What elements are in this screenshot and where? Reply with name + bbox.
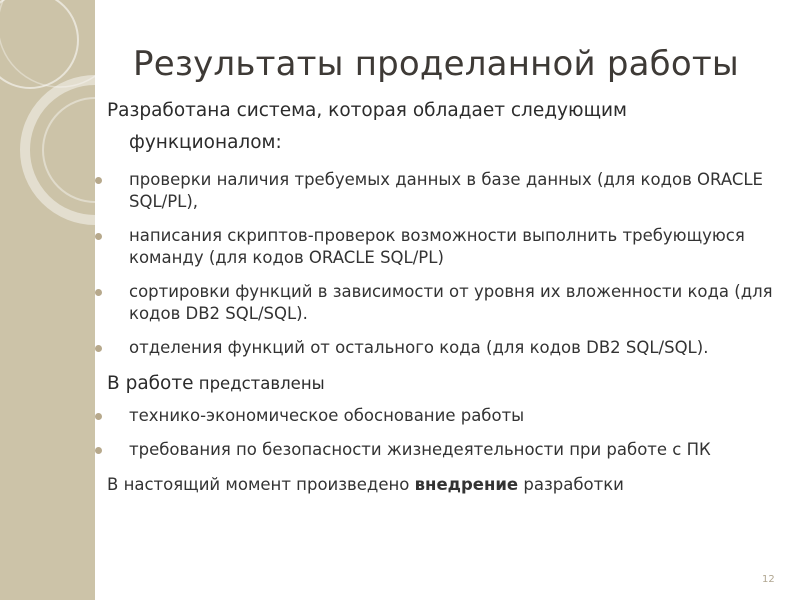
bullet-icon bbox=[95, 345, 102, 352]
section-heading-lead: В работе bbox=[107, 373, 194, 394]
bullet-icon bbox=[95, 289, 102, 296]
slide-title: Результаты проделанной работы bbox=[133, 44, 739, 84]
intro-text: Разработана система, которая обладает следующим функционалом: bbox=[107, 100, 627, 153]
decorative-circle bbox=[0, 0, 78, 88]
status-text bbox=[107, 473, 777, 497]
list-item-text: технико-экономическое обоснование работы bbox=[129, 406, 525, 425]
section-heading bbox=[107, 371, 777, 397]
list-item bbox=[107, 337, 777, 359]
status-text-prefix: В настоящий момент произведено bbox=[107, 475, 415, 494]
decorative-circle bbox=[25, 80, 95, 220]
decorative-circle bbox=[43, 98, 95, 202]
decorative-circles bbox=[0, 0, 95, 600]
list-item-text: проверки наличия требуемых данных в базе данных (для кодов ORACLE SQL/PL), bbox=[129, 170, 763, 211]
slide-content bbox=[107, 95, 777, 497]
section-heading-rest: представлены bbox=[193, 374, 325, 393]
list-item-text: отделения функций от остального кода (для кодов DB2 SQL/SQL). bbox=[129, 338, 709, 357]
list-item-text: требования по безопасности жизнедеятельности при работе с ПК bbox=[129, 440, 711, 459]
list-item bbox=[107, 405, 777, 427]
feature-list bbox=[107, 169, 777, 359]
list-item bbox=[107, 169, 777, 213]
bullet-icon bbox=[95, 447, 102, 454]
bullet-icon bbox=[95, 413, 102, 420]
status-text-suffix: разработки bbox=[518, 475, 624, 494]
list-item-text: сортировки функций в зависимости от уровня их вложенности кода (для кодов DB2 SQL/SQL). bbox=[129, 282, 773, 323]
list-item bbox=[107, 281, 777, 325]
list-item-text: написания скриптов-проверок возможности выполнить требующуюся команду (для кодов ORACLE SQL/PL) bbox=[129, 226, 745, 267]
page-number: 12 bbox=[762, 574, 775, 585]
decorative-side-band bbox=[0, 0, 95, 600]
list-item bbox=[107, 439, 777, 461]
status-text-bold: внедрение bbox=[414, 475, 519, 494]
bullet-icon bbox=[95, 233, 102, 240]
deliverables-list bbox=[107, 405, 777, 461]
decorative-circle bbox=[0, 0, 95, 87]
list-item bbox=[107, 225, 777, 269]
bullet-icon bbox=[95, 177, 102, 184]
